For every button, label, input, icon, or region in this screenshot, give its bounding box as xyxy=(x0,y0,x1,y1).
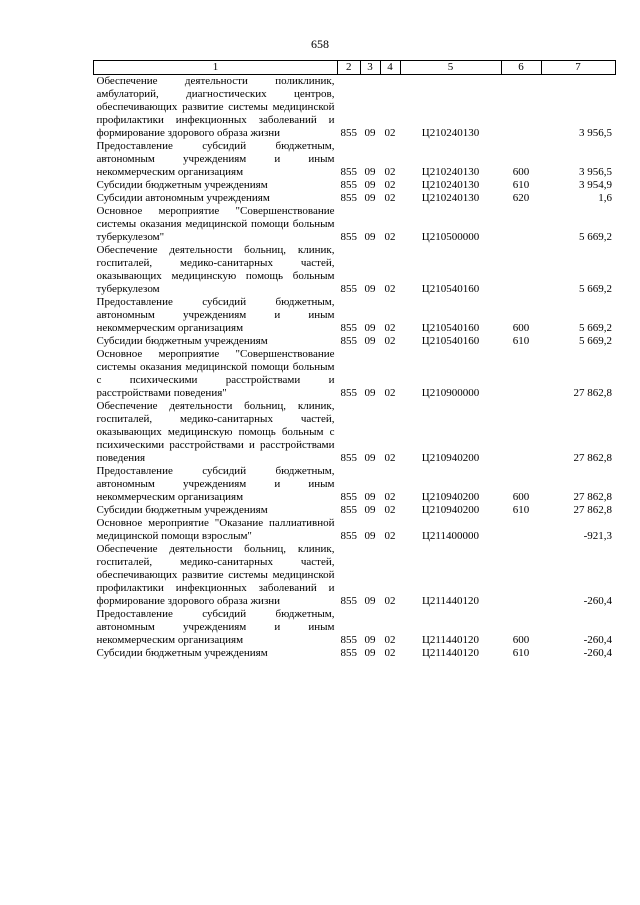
row-expense-type: 610 xyxy=(512,179,530,191)
row-target-article: Ц210500000 xyxy=(421,231,480,243)
table-row xyxy=(94,179,616,192)
row-subsection: 02 xyxy=(384,283,396,295)
row-target-article: Ц210240130 xyxy=(421,179,480,191)
row-target-article: Ц211440120 xyxy=(421,595,480,607)
table-row xyxy=(94,647,616,660)
row-name: Субсидии бюджетным учреждениям xyxy=(96,504,268,516)
row-amount: 5 669,2 xyxy=(579,283,612,295)
row-subsection: 02 xyxy=(384,634,396,646)
table-row xyxy=(94,75,616,141)
row-name: Предоставление субсидий бюджетным, автономным учреждениям и иным некоммерческим организациям xyxy=(96,140,335,178)
row-expense-type xyxy=(501,348,541,400)
row-name: Субсидии бюджетным учреждениям xyxy=(96,335,268,347)
table-row xyxy=(94,504,616,517)
row-expense-type: 610 xyxy=(512,504,530,516)
row-target-article: Ц211440120 xyxy=(421,647,480,659)
table-row xyxy=(94,465,616,504)
row-section: 09 xyxy=(364,231,376,243)
row-grbs: 855 xyxy=(340,491,357,503)
row-grbs: 855 xyxy=(340,283,357,295)
row-subsection: 02 xyxy=(384,231,396,243)
row-section: 09 xyxy=(364,166,376,178)
budget-table xyxy=(93,60,616,660)
header-col-6: 6 xyxy=(501,61,541,75)
row-grbs: 855 xyxy=(340,231,357,243)
row-subsection: 02 xyxy=(384,166,396,178)
page-number: 658 xyxy=(311,37,329,51)
row-target-article: Ц210240130 xyxy=(421,192,480,204)
table-row xyxy=(94,192,616,205)
row-amount: 5 669,2 xyxy=(579,335,612,347)
table-row xyxy=(94,205,616,244)
row-amount: 3 956,5 xyxy=(579,166,612,178)
row-section: 09 xyxy=(364,491,376,503)
row-expense-type xyxy=(501,75,541,141)
header-col-4: 4 xyxy=(380,61,400,75)
row-section: 09 xyxy=(364,322,376,334)
table-header xyxy=(94,61,616,75)
row-amount: -921,3 xyxy=(583,530,612,542)
header-col-5: 5 xyxy=(400,61,501,75)
row-amount: -260,4 xyxy=(583,647,612,659)
row-grbs: 855 xyxy=(340,595,357,607)
row-subsection: 02 xyxy=(384,322,396,334)
row-subsection: 02 xyxy=(384,530,396,542)
header-col-1: 1 xyxy=(94,61,338,75)
row-section: 09 xyxy=(364,647,376,659)
row-amount: 5 669,2 xyxy=(579,322,612,334)
row-subsection: 02 xyxy=(384,127,396,139)
row-amount: 27 862,8 xyxy=(573,452,612,464)
row-name: Основное мероприятие "Совершенствование системы оказания медицинской помощи больным туберкулезом" xyxy=(96,205,335,243)
table-row xyxy=(94,400,616,465)
header-col-3: 3 xyxy=(360,61,380,75)
row-grbs: 855 xyxy=(340,192,357,204)
row-subsection: 02 xyxy=(384,491,396,503)
row-grbs: 855 xyxy=(340,634,357,646)
table-row xyxy=(94,608,616,647)
row-expense-type: 610 xyxy=(512,335,530,347)
table-row xyxy=(94,335,616,348)
table-row xyxy=(94,517,616,543)
row-target-article: Ц210540160 xyxy=(421,335,480,347)
table-row xyxy=(94,348,616,400)
row-section: 09 xyxy=(364,283,376,295)
row-expense-type: 600 xyxy=(512,322,530,334)
row-subsection: 02 xyxy=(384,504,396,516)
row-target-article: Ц210900000 xyxy=(421,387,480,399)
row-expense-type xyxy=(501,400,541,465)
row-name: Обеспечение деятельности поликлиник, амбулаторий, диагностических центров, обеспечивающих развитие системы медицинской профилактики инфекционных заболеваний и формирование здорового образа жизни xyxy=(96,75,335,139)
row-amount: 27 862,8 xyxy=(573,387,612,399)
row-section: 09 xyxy=(364,335,376,347)
row-name: Предоставление субсидий бюджетным, автономным учреждениям и иным некоммерческим организациям xyxy=(96,608,335,646)
row-expense-type xyxy=(501,205,541,244)
row-amount: 27 862,8 xyxy=(573,491,612,503)
row-target-article: Ц210540160 xyxy=(421,283,480,295)
row-grbs: 855 xyxy=(340,179,357,191)
row-section: 09 xyxy=(364,192,376,204)
row-grbs: 855 xyxy=(340,387,357,399)
row-subsection: 02 xyxy=(384,192,396,204)
row-target-article: Ц210940200 xyxy=(421,504,480,516)
row-section: 09 xyxy=(364,504,376,516)
row-subsection: 02 xyxy=(384,647,396,659)
row-name: Обеспечение деятельности больниц, клиник, госпиталей, медико-санитарных частей, обеспечивающих развитие системы медицинской профилактики инфекционных заболеваний и формирование здорового образа жизни xyxy=(96,543,335,607)
table-body xyxy=(94,75,616,661)
row-name: Обеспечение деятельности больниц, клиник, госпиталей, медико-санитарных частей, оказывающих медицинскую помощь больным туберкулезом xyxy=(96,244,335,295)
row-name: Обеспечение деятельности больниц, клиник, госпиталей, медико-санитарных частей, оказывающих медицинскую помощь больным с психическими расстройствами и расстройствами поведения xyxy=(96,400,335,464)
row-name: Основное мероприятие "Оказание паллиативной медицинской помощи взрослым" xyxy=(96,517,335,542)
row-amount: -260,4 xyxy=(583,634,612,646)
header-col-7: 7 xyxy=(541,61,615,75)
row-amount: 27 862,8 xyxy=(573,504,612,516)
row-amount: 1,6 xyxy=(598,192,612,204)
row-expense-type: 600 xyxy=(512,166,530,178)
row-subsection: 02 xyxy=(384,452,396,464)
row-target-article: Ц210240130 xyxy=(421,166,480,178)
row-name: Основное мероприятие "Совершенствование системы оказания медицинской помощи больным с психическими расстройствами и расстройствами поведения" xyxy=(96,348,335,399)
table-row xyxy=(94,296,616,335)
row-subsection: 02 xyxy=(384,335,396,347)
header-col-2: 2 xyxy=(338,61,361,75)
row-section: 09 xyxy=(364,387,376,399)
row-name: Предоставление субсидий бюджетным, автономным учреждениям и иным некоммерческим организациям xyxy=(96,296,335,334)
row-target-article: Ц211400000 xyxy=(421,530,480,542)
row-subsection: 02 xyxy=(384,179,396,191)
row-name: Субсидии бюджетным учреждениям xyxy=(96,179,268,191)
row-grbs: 855 xyxy=(340,335,357,347)
row-expense-type: 600 xyxy=(512,491,530,503)
row-name: Субсидии автономным учреждениям xyxy=(96,192,270,204)
row-expense-type: 620 xyxy=(512,192,530,204)
row-grbs: 855 xyxy=(340,530,357,542)
row-target-article: Ц211440120 xyxy=(421,634,480,646)
row-section: 09 xyxy=(364,634,376,646)
row-section: 09 xyxy=(364,452,376,464)
row-grbs: 855 xyxy=(340,452,357,464)
row-grbs: 855 xyxy=(340,322,357,334)
row-grbs: 855 xyxy=(340,504,357,516)
row-amount: 5 669,2 xyxy=(579,231,612,243)
row-amount: 3 956,5 xyxy=(579,127,612,139)
row-expense-type xyxy=(501,543,541,608)
row-name: Предоставление субсидий бюджетным, автономным учреждениям и иным некоммерческим организациям xyxy=(96,465,335,503)
header-row xyxy=(94,61,616,75)
row-target-article: Ц210940200 xyxy=(421,491,480,503)
row-section: 09 xyxy=(364,530,376,542)
row-target-article: Ц210540160 xyxy=(421,322,480,334)
row-section: 09 xyxy=(364,595,376,607)
table-row xyxy=(94,543,616,608)
row-expense-type xyxy=(501,244,541,296)
row-amount: 3 954,9 xyxy=(579,179,612,191)
row-expense-type: 610 xyxy=(512,647,530,659)
row-grbs: 855 xyxy=(340,166,357,178)
row-amount: -260,4 xyxy=(583,595,612,607)
row-grbs: 855 xyxy=(340,647,357,659)
table-row xyxy=(94,140,616,179)
row-name: Субсидии бюджетным учреждениям xyxy=(96,647,268,659)
row-target-article: Ц210940200 xyxy=(421,452,480,464)
row-target-article: Ц210240130 xyxy=(421,127,480,139)
row-subsection: 02 xyxy=(384,387,396,399)
row-expense-type: 600 xyxy=(512,634,530,646)
row-section: 09 xyxy=(364,127,376,139)
row-section: 09 xyxy=(364,179,376,191)
row-expense-type xyxy=(501,517,541,543)
table-row xyxy=(94,244,616,296)
row-grbs: 855 xyxy=(340,127,357,139)
row-subsection: 02 xyxy=(384,595,396,607)
